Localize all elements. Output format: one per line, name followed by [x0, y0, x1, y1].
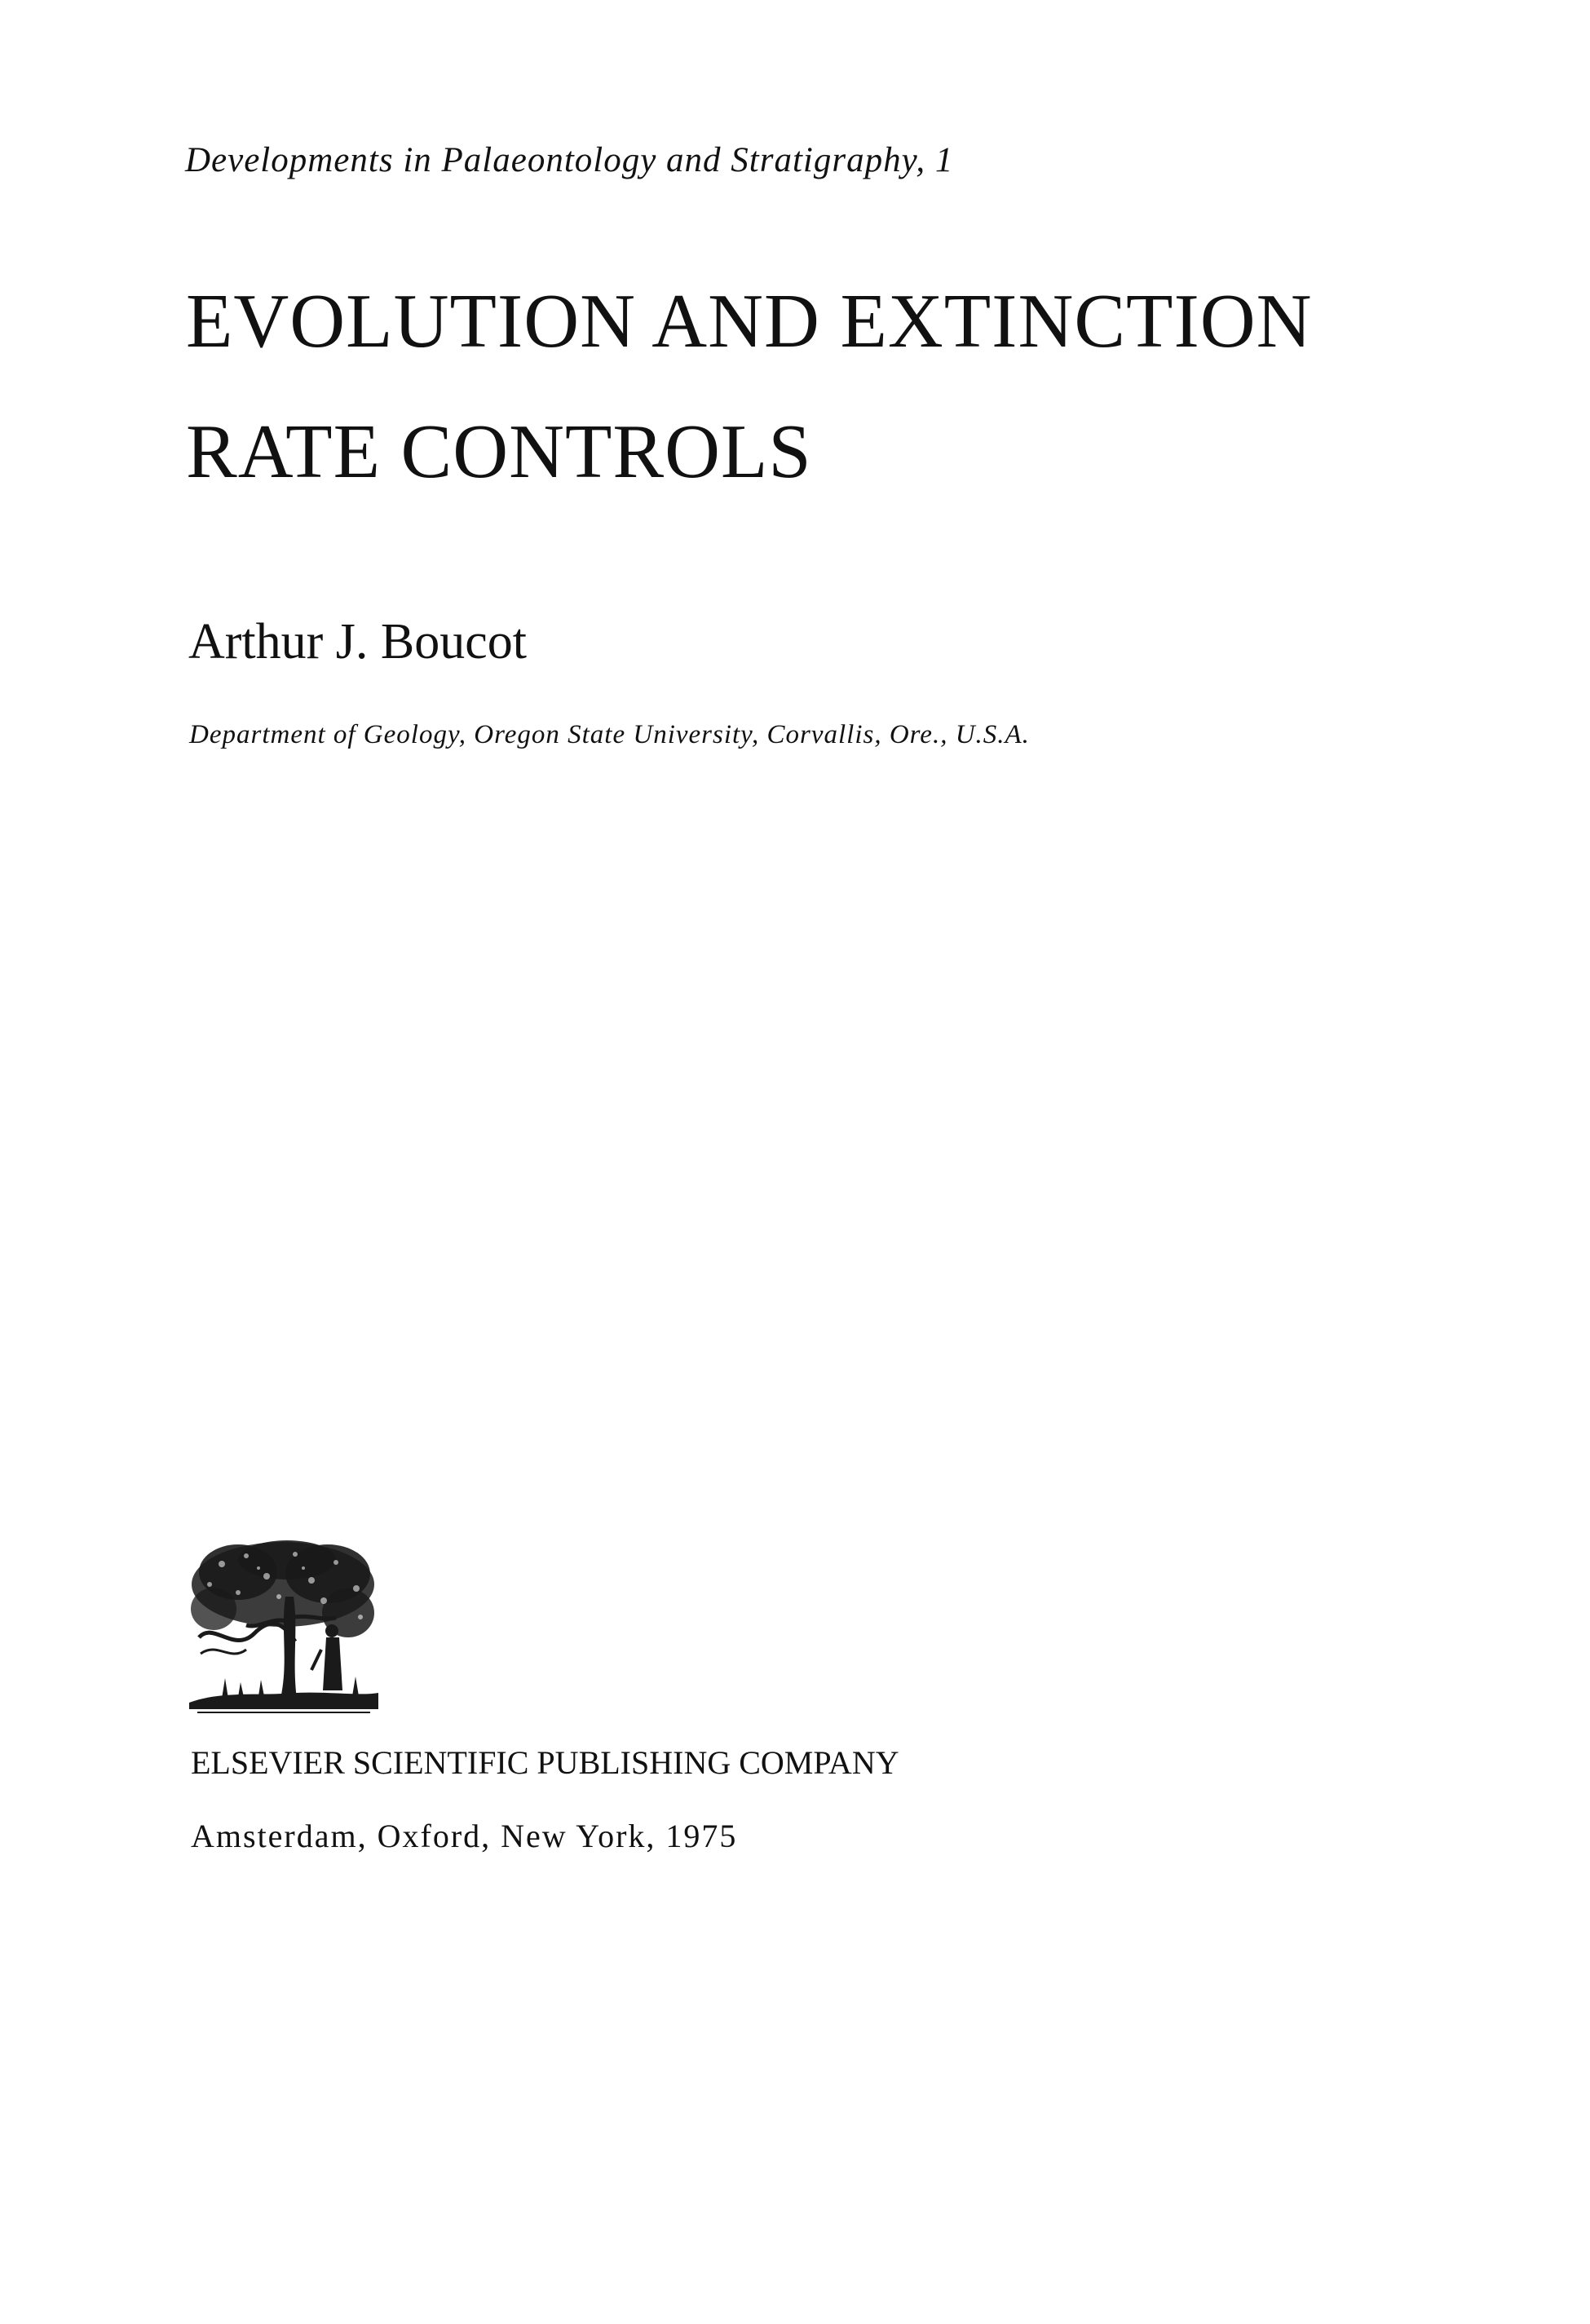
series-title: Developments in Palaeontology and Stratigraphy, 1	[185, 141, 954, 179]
publication-place-year: Amsterdam, Oxford, New York, 1975	[191, 1818, 738, 1854]
elsevier-tree-logo-icon	[189, 1540, 378, 1715]
author-affiliation: Department of Geology, Oregon State University, Corvallis, Ore., U.S.A.	[189, 720, 1030, 749]
publisher-name: ELSEVIER SCIENTIFIC PUBLISHING COMPANY	[191, 1744, 899, 1781]
book-title-line-2: RATE CONTROLS	[186, 409, 812, 494]
book-title-line-1: EVOLUTION AND EXTINCTION	[186, 279, 1313, 364]
author-name: Arthur J. Boucot	[188, 614, 528, 669]
